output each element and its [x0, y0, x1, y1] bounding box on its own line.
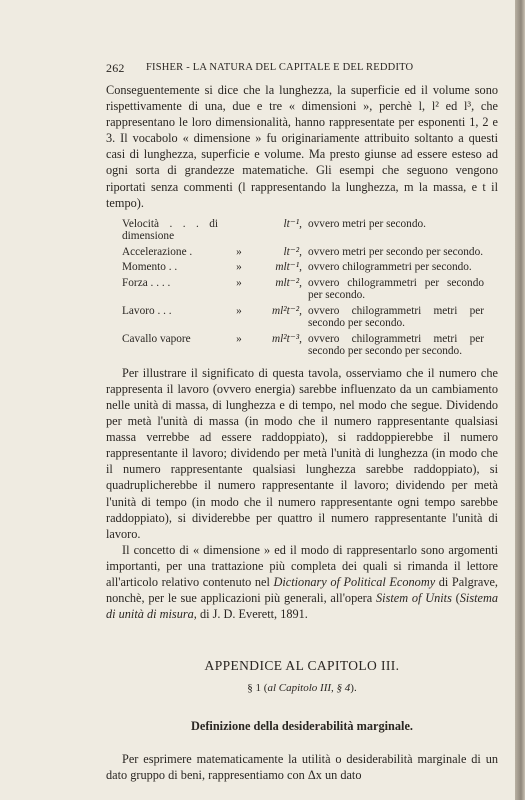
dimension-row: [122, 261, 484, 277]
appendix-paragraph: Per esprimere matematicamente la utilità o desiderabilità marginale di un dato gruppo di beni, rappresentiamo con Δx un dato: [106, 751, 498, 782]
unit-explanation: ovvero chilogrammetri metri per secondo per secondo.: [308, 304, 484, 330]
ditto-mark: [218, 218, 260, 246]
dimension-row: [122, 218, 484, 246]
subtitle-reference: al Capitolo III, § 4: [267, 682, 351, 695]
dimension-formula: lt⁻¹,: [283, 217, 302, 230]
text-span: Il concetto di « dimensione » ed il modo di rappresentarlo sono argomenti importanti, per una trattazione più completa dei quali si rimanda il lettore all'articolo relativo contenuto nel: [106, 542, 498, 589]
dimension-row: [122, 246, 484, 262]
ditto-mark: »: [236, 276, 242, 289]
book-binding-edge: [515, 0, 525, 800]
dimension-formula: mlt⁻¹,: [275, 261, 302, 274]
book-title-translation: Sistema di unità di misura: [106, 591, 499, 622]
text-span: (: [451, 591, 460, 606]
intro-paragraph: Conseguentemente si dice che la lunghezza, la superficie ed il volume sono rispettivamente di una, due e tre « dimensioni », perchè l, l² ed l³, che rappresentano le loro dimensionalità, hanno rappresentate per esponenti 1, 2 e 3. Il vocabolo « dimensione » fu originariamente attribuito soltanto a questi casi di lunghezza, superficie e volume. Ma presto giunse ad essere esteso ad ogni sorta di grandezze matematiche. Gli esempi che seguono vengono riportati senza commenti (l rappresentando la lunghezza, m la massa, e t il tempo).: [106, 83, 498, 210]
running-title: FISHER - LA NATURA DEL CAPITALE E DEL REDDITO: [146, 62, 414, 73]
text-span: , di J. D. Everett, 1891.: [193, 607, 308, 622]
quantity-label: Momento . .: [122, 261, 178, 274]
page-number: 262: [106, 61, 125, 75]
dimension-formula: ml²t⁻³,: [272, 332, 302, 345]
book-title-dictionary: Dictionary of Political Economy: [273, 574, 436, 589]
dimension-formula: ml²t⁻²,: [272, 304, 302, 317]
ditto-mark: »: [236, 245, 242, 258]
text-span: ).: [350, 682, 357, 695]
quantity-label: Velocità . . . di dimensione: [122, 217, 218, 243]
page-body: [106, 82, 498, 783]
dimension-row: [122, 333, 484, 361]
dimension-row: [122, 305, 484, 333]
quantity-label: Accelerazione .: [122, 245, 193, 258]
quantity-label: Cavallo vapore: [122, 332, 191, 345]
paragraph-illustration: Per illustrare il significato di questa tavola, osserviamo che il numero che rappresenta il lavoro (ovvero energia) sarebbe influenzato da un cambiamento nelle unità di massa, di lunghezza e di tempo, nel modo che segue. Dividendo per metà l'unità di massa (in modo che il numero rappresentante qualsiasi massa verrebbe ad essere raddoppiato), si raddoppierebbe il numero rappresentante il lavoro; dividendo per metà l'unità di lunghezza (in modo che il numero rappresentante qualsiasi lunghezza sarebbe raddoppiato), si quadruplicherebbe il numero rappresentante il lavoro; dividendo per metà l'unità di tempo (in modo che il numero rappresentante ogni tempo sarebbe raddoppiato), si dividerebbe per quattro il numero rappresentante l'unità di lavoro.: [106, 365, 498, 541]
unit-explanation: ovvero metri per secondo.: [308, 217, 426, 230]
quantity-label: Lavoro . . .: [122, 304, 172, 317]
paragraph-dimension-concept: [106, 542, 498, 622]
dimension-row: [122, 277, 484, 305]
text-span: di Palgrave, nonchè, per le sue applicazioni più generali, all'opera: [106, 574, 498, 606]
dimension-formula: mlt⁻²,: [275, 276, 302, 289]
ditto-mark: »: [236, 332, 242, 345]
unit-explanation: ovvero chilogrammetri per secondo.: [308, 261, 472, 274]
appendix-title: APPENDICE AL CAPITOLO III.: [204, 658, 400, 674]
dimensions-table: [122, 218, 484, 361]
text-span: § 1 (: [247, 682, 268, 695]
quantity-label: Forza . . . .: [122, 276, 171, 289]
appendix-subtitle: [106, 680, 498, 696]
section-heading: Definizione della desiderabilità marginale.: [190, 719, 413, 734]
dimension-formula: lt⁻²,: [283, 245, 302, 258]
ditto-mark: »: [236, 304, 242, 317]
ditto-mark: »: [236, 261, 242, 274]
unit-explanation: ovvero metri per secondo per secondo.: [308, 245, 484, 258]
unit-explanation: ovvero chilogrammetri metri per secondo per secondo per secondo.: [308, 332, 484, 358]
unit-explanation: ovvero chilogrammetri per secondo per secondo.: [308, 276, 484, 302]
book-title-units: Sistem of Units: [376, 591, 452, 606]
